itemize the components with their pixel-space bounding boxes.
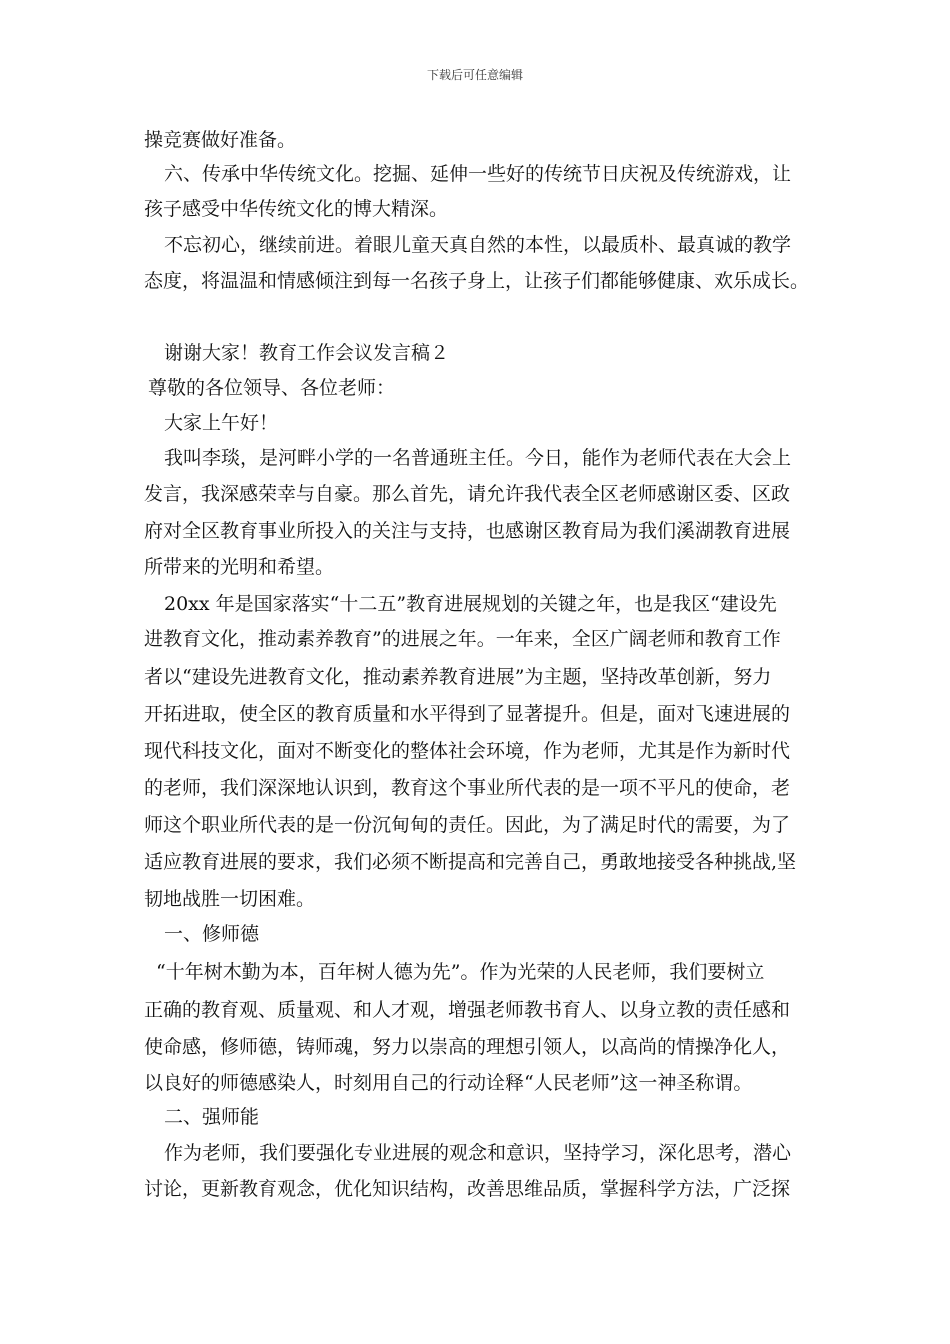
text-line: 所带来的光明和希望。 (144, 556, 335, 578)
text-line: 作为老师，我们要强化专业进展的观念和意识，坚持学习，深化思考，潜心 (164, 1142, 792, 1164)
page-header: 下载后可任意编辑 (426, 68, 523, 82)
text-line: “十年树木勤为本，百年树人德为先”。作为光荣的人民老师，我们要树立 (156, 961, 765, 983)
text-line: 正确的教育观、质量观、和人才观，增强老师教书育人、以身立教的责任感和 (144, 999, 791, 1021)
text-line: 大家上午好！ (164, 412, 279, 434)
text-line: 师这个职业所代表的是一份沉甸甸的责任。因此，为了满足时代的需要，为了 (144, 814, 791, 836)
section-heading: 一、修师德 (164, 923, 260, 945)
text-line: 适应教育进展的要求，我们必须不断提高和完善自己，勇敢地接受各种挑战,坚 (144, 851, 797, 873)
text-line: 进教育文化，推动素养教育”的进展之年。一年来，全区广阔老师和教育工作 (144, 628, 781, 650)
text-line: 开拓进取，使全区的教育质量和水平得到了显著提升。但是，面对飞速进展的 (144, 703, 791, 725)
text-line: 发言，我深感荣幸与自豪。那么首先，请允许我代表全区老师感谢区委、区政 (144, 483, 791, 505)
text-line: 的老师，我们深深地认识到，教育这个事业所代表的是一项不平凡的使命，老 (144, 777, 791, 799)
text-line: 20xx 年是国家落实“十二五”教育进展规划的关键之年，也是我区“建设先 (164, 593, 777, 615)
text-line: 使命感，修师德，铸师魂，努力以崇高的理想引领人，以高尚的情操净化人， (144, 1036, 791, 1058)
text-line: 不忘初心，继续前进。着眼儿童天真自然的本性，以最质朴、最真诚的教学 (164, 234, 792, 256)
text-line: 谢谢大家！教育工作会议发言稿２ (164, 342, 450, 364)
text-line: 我叫李琰，是河畔小学的一名普通班主任。今日，能作为老师代表在大会上 (164, 447, 792, 469)
text-line: 操竞赛做好准备。 (144, 129, 297, 151)
text-line: 韧地战胜一切困难。 (144, 888, 316, 910)
text-line: 讨论，更新教育观念，优化知识结构，改善思维品质，掌握科学方法，广泛探 (144, 1178, 791, 1200)
text-line: 府对全区教育事业所投入的关注与支持，也感谢区教育局为我们溪湖教育进展 (144, 520, 791, 542)
text-line: 尊敬的各位领导、各位老师： (148, 377, 396, 399)
section-heading: 二、强师能 (164, 1106, 260, 1128)
text-line: 六、传承中华传统文化。挖掘、延伸一些好的传统节日庆祝及传统游戏，让 (164, 163, 792, 185)
text-line: 者以“建设先进教育文化，推动素养教育进展”为主题，坚持改革创新，努力 (144, 666, 772, 688)
text-line: 现代科技文化，面对不断变化的整体社会环境，作为老师，尤其是作为新时代 (144, 740, 791, 762)
text-line: 以良好的师德感染人，时刻用自己的行动诠释“人民老师”这一神圣称谓。 (144, 1072, 753, 1094)
text-line: 孩子感受中华传统文化的博大精深。 (144, 198, 449, 220)
text-line: 态度，将温温和情感倾注到每一名孩子身上，让孩子们都能够健康、欢乐成长。 (144, 270, 810, 292)
